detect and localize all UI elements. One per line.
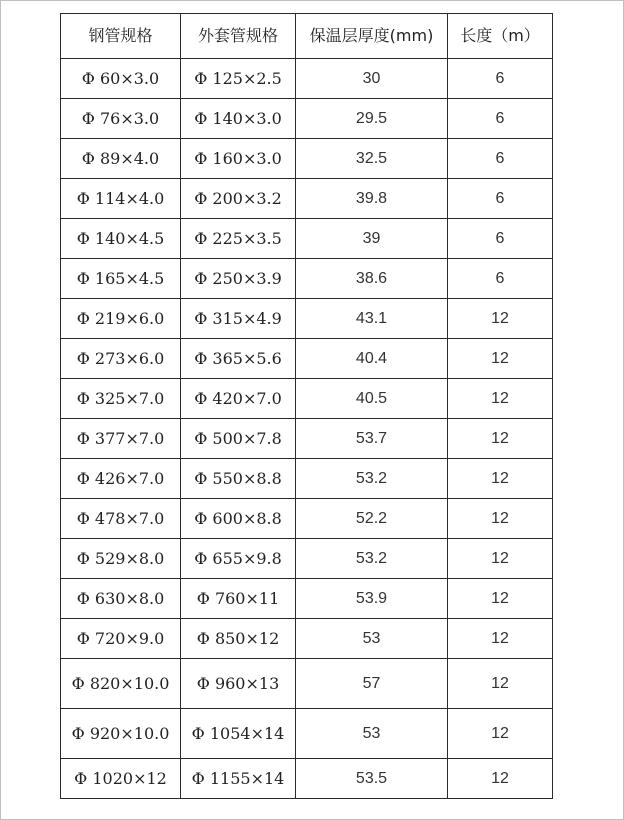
cell-length: 12 (448, 459, 553, 499)
cell-length: 6 (448, 139, 553, 179)
cell-outer-casing-spec: Φ 655×9.8 (181, 539, 296, 579)
table-row (61, 539, 553, 579)
cell-insulation-thickness: 53 (296, 709, 448, 759)
cell-outer-casing-spec: Φ 125×2.5 (181, 59, 296, 99)
cell-length: 12 (448, 709, 553, 759)
cell-length: 12 (448, 579, 553, 619)
cell-outer-casing-spec: Φ 420×7.0 (181, 379, 296, 419)
cell-insulation-thickness: 53.2 (296, 459, 448, 499)
cell-outer-casing-spec: Φ 1155×14 (181, 759, 296, 799)
cell-steel-pipe-spec: Φ 1020×12 (61, 759, 181, 799)
cell-steel-pipe-spec: Φ 165×4.5 (61, 259, 181, 299)
table-row (61, 59, 553, 99)
cell-length: 6 (448, 99, 553, 139)
cell-insulation-thickness: 39.8 (296, 179, 448, 219)
cell-outer-casing-spec: Φ 315×4.9 (181, 299, 296, 339)
table-row (61, 299, 553, 339)
table-header-row (61, 14, 553, 59)
cell-insulation-thickness: 57 (296, 659, 448, 709)
cell-outer-casing-spec: Φ 500×7.8 (181, 419, 296, 459)
table-row (61, 179, 553, 219)
cell-steel-pipe-spec: Φ 920×10.0 (61, 709, 181, 759)
pipe-spec-table (60, 13, 553, 799)
cell-insulation-thickness: 53.7 (296, 419, 448, 459)
cell-steel-pipe-spec: Φ 820×10.0 (61, 659, 181, 709)
cell-outer-casing-spec: Φ 550×8.8 (181, 459, 296, 499)
cell-steel-pipe-spec: Φ 325×7.0 (61, 379, 181, 419)
cell-insulation-thickness: 30 (296, 59, 448, 99)
cell-steel-pipe-spec: Φ 219×6.0 (61, 299, 181, 339)
cell-outer-casing-spec: Φ 600×8.8 (181, 499, 296, 539)
cell-outer-casing-spec: Φ 140×3.0 (181, 99, 296, 139)
cell-insulation-thickness: 52.2 (296, 499, 448, 539)
cell-outer-casing-spec: Φ 225×3.5 (181, 219, 296, 259)
cell-insulation-thickness: 40.4 (296, 339, 448, 379)
table-row (61, 709, 553, 759)
table-row (61, 99, 553, 139)
header-outer-casing-spec: 外套管规格 (181, 14, 296, 59)
cell-length: 12 (448, 499, 553, 539)
cell-steel-pipe-spec: Φ 529×8.0 (61, 539, 181, 579)
table-row (61, 619, 553, 659)
cell-outer-casing-spec: Φ 960×13 (181, 659, 296, 709)
cell-length: 6 (448, 59, 553, 99)
cell-length: 12 (448, 539, 553, 579)
cell-outer-casing-spec: Φ 365×5.6 (181, 339, 296, 379)
cell-length: 12 (448, 299, 553, 339)
cell-outer-casing-spec: Φ 760×11 (181, 579, 296, 619)
cell-insulation-thickness: 53.9 (296, 579, 448, 619)
cell-length: 6 (448, 259, 553, 299)
table-row (61, 659, 553, 709)
cell-steel-pipe-spec: Φ 377×7.0 (61, 419, 181, 459)
cell-insulation-thickness: 53.2 (296, 539, 448, 579)
cell-length: 6 (448, 179, 553, 219)
cell-insulation-thickness: 38.6 (296, 259, 448, 299)
cell-length: 12 (448, 419, 553, 459)
cell-insulation-thickness: 32.5 (296, 139, 448, 179)
cell-outer-casing-spec: Φ 250×3.9 (181, 259, 296, 299)
header-steel-pipe-spec: 钢管规格 (61, 14, 181, 59)
cell-length: 12 (448, 379, 553, 419)
cell-length: 12 (448, 619, 553, 659)
cell-outer-casing-spec: Φ 200×3.2 (181, 179, 296, 219)
cell-insulation-thickness: 43.1 (296, 299, 448, 339)
cell-steel-pipe-spec: Φ 140×4.5 (61, 219, 181, 259)
cell-steel-pipe-spec: Φ 720×9.0 (61, 619, 181, 659)
cell-outer-casing-spec: Φ 1054×14 (181, 709, 296, 759)
cell-insulation-thickness: 39 (296, 219, 448, 259)
table-row (61, 139, 553, 179)
cell-length: 12 (448, 339, 553, 379)
cell-steel-pipe-spec: Φ 630×8.0 (61, 579, 181, 619)
table-row (61, 339, 553, 379)
cell-steel-pipe-spec: Φ 76×3.0 (61, 99, 181, 139)
cell-steel-pipe-spec: Φ 478×7.0 (61, 499, 181, 539)
cell-insulation-thickness: 53.5 (296, 759, 448, 799)
table-row (61, 499, 553, 539)
table-row (61, 579, 553, 619)
cell-steel-pipe-spec: Φ 273×6.0 (61, 339, 181, 379)
cell-outer-casing-spec: Φ 850×12 (181, 619, 296, 659)
cell-length: 6 (448, 219, 553, 259)
cell-steel-pipe-spec: Φ 89×4.0 (61, 139, 181, 179)
cell-insulation-thickness: 40.5 (296, 379, 448, 419)
cell-steel-pipe-spec: Φ 114×4.0 (61, 179, 181, 219)
cell-length: 12 (448, 759, 553, 799)
cell-outer-casing-spec: Φ 160×3.0 (181, 139, 296, 179)
cell-steel-pipe-spec: Φ 426×7.0 (61, 459, 181, 499)
cell-length: 12 (448, 659, 553, 709)
table-row (61, 259, 553, 299)
table-row (61, 759, 553, 799)
cell-insulation-thickness: 53 (296, 619, 448, 659)
table-row (61, 419, 553, 459)
table-row (61, 459, 553, 499)
table-row (61, 379, 553, 419)
cell-insulation-thickness: 29.5 (296, 99, 448, 139)
header-insulation-thickness: 保温层厚度(mm) (296, 14, 448, 59)
cell-steel-pipe-spec: Φ 60×3.0 (61, 59, 181, 99)
header-length: 长度（m） (448, 14, 553, 59)
table-row (61, 219, 553, 259)
